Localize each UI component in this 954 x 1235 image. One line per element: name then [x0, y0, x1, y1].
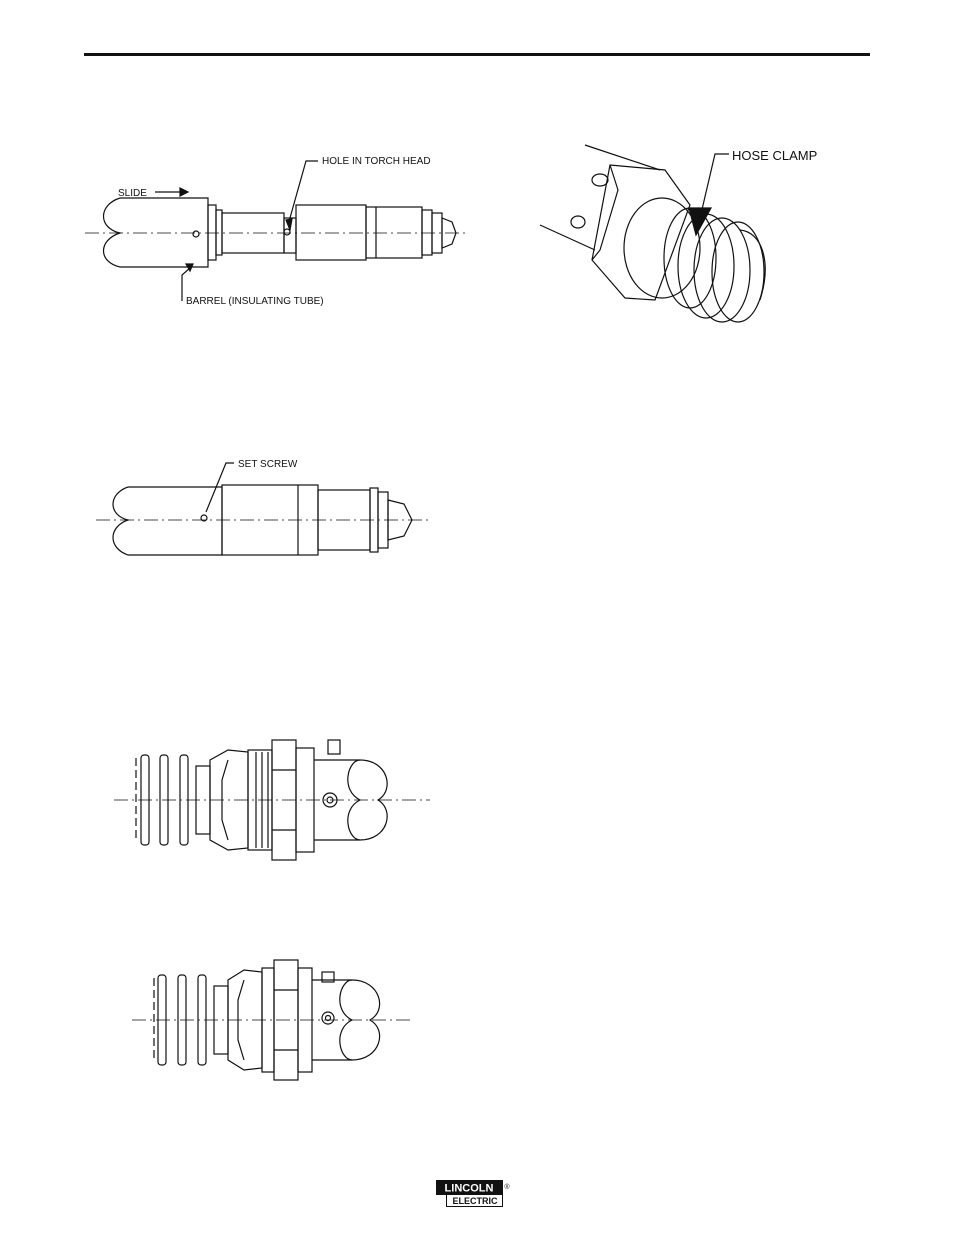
- lincoln-electric-logo: [436, 1180, 512, 1208]
- screw-head-2: [571, 216, 585, 228]
- logo-registered-mark: ®: [504, 1184, 510, 1191]
- collar: [216, 210, 222, 255]
- screw-head-1: [592, 174, 608, 186]
- torch-head-hole: [284, 229, 290, 235]
- figure-set-screw: [96, 459, 432, 555]
- torch-body: [128, 487, 222, 555]
- logo-line2: ELECTRIC: [452, 1196, 498, 1206]
- set-screw-label: SET SCREW: [238, 459, 298, 470]
- hole-leader: [288, 161, 318, 225]
- barrel-ring: [208, 205, 216, 260]
- barrel-label: BARREL (INSULATING TUBE): [186, 296, 324, 307]
- hex-face: [592, 165, 618, 260]
- coupling: [624, 198, 700, 298]
- hex-nut: [592, 165, 690, 300]
- torch-head: [296, 205, 366, 260]
- head-sleeve: [366, 207, 422, 258]
- break-symbol: [113, 487, 128, 555]
- hose-rib-1: [678, 214, 734, 318]
- barrel-hole: [193, 231, 199, 237]
- set-screw: [328, 740, 340, 754]
- break-symbol: [104, 198, 121, 267]
- hose-end: [740, 230, 765, 300]
- figure-torch-slide: [85, 156, 468, 307]
- hose-rib-3: [712, 222, 764, 322]
- set-screw-hole: [322, 1012, 334, 1024]
- logo-line1: LINCOLN: [444, 1182, 494, 1195]
- hole-label: HOLE IN TORCH HEAD: [322, 156, 431, 167]
- figure-coupling-2: [132, 960, 410, 1080]
- slide-arrowhead: [180, 188, 188, 196]
- nozzle-ring: [422, 210, 432, 255]
- figure-hose-clamp: [540, 145, 817, 322]
- hose-clamp-label: HOSE CLAMP: [732, 148, 818, 163]
- slide-label: SLIDE: [118, 188, 147, 199]
- torch-body: [120, 198, 208, 267]
- figure-coupling-1: [114, 740, 430, 860]
- hole-arrowhead: [286, 219, 292, 230]
- torch-edge-bottom: [540, 225, 595, 250]
